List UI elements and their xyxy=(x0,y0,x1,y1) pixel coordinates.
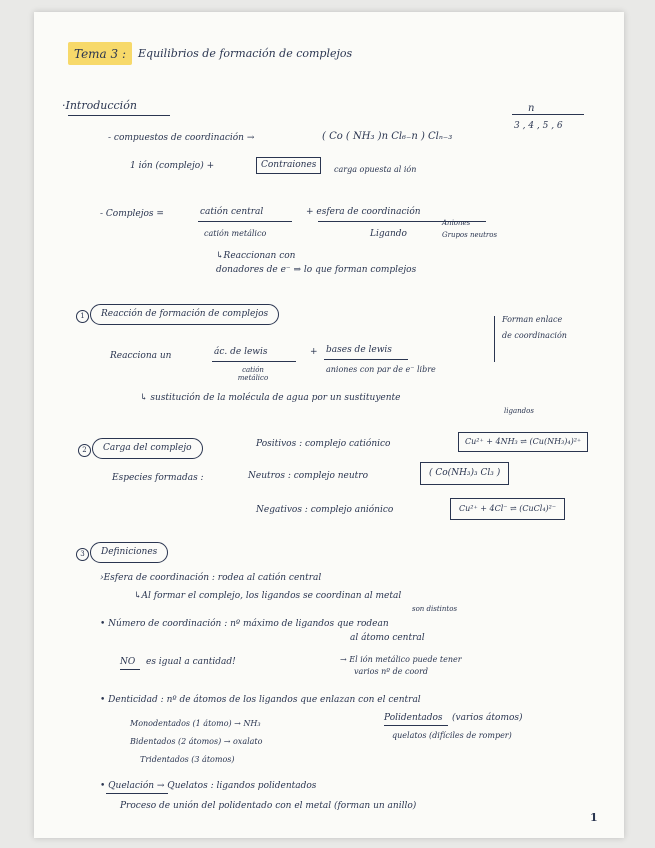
plus-sign: + xyxy=(310,347,318,357)
numero-coord: • Número de coordinación : nº máximo de ligandos que rodean xyxy=(100,619,389,629)
title-label: Tema 3 : xyxy=(74,47,127,61)
polidentados-rest: (varios átomos) xyxy=(452,713,523,723)
underline xyxy=(384,725,448,726)
al-formar: ↳Al formar el complejo, los ligandos se coordinan al metal xyxy=(134,591,402,601)
cation-central: catión central xyxy=(200,207,264,217)
neutros-formula: ( Co(NH₃)₃ Cl₃ ) xyxy=(420,462,509,485)
neutros: Neutros : complejo neutro xyxy=(248,471,368,481)
contraiones-box: Contraiones xyxy=(256,157,321,174)
title-highlight xyxy=(68,42,132,65)
ion-metalico-2: varios nº de coord xyxy=(354,667,429,676)
son-distintos: son distintos xyxy=(412,605,458,613)
denticidad: • Denticidad : nº de átomos de los ligandos que enlazan con el central xyxy=(100,695,421,705)
section3-heading: Definiciones xyxy=(90,542,168,563)
reacciona-label: Reacciona un xyxy=(110,351,172,361)
bases-lewis: bases de lewis xyxy=(326,345,392,355)
especies-label: Especies formadas : xyxy=(112,473,204,483)
forman-2: de coordinación xyxy=(502,331,567,340)
esfera-def: ›Esfera de coordinación : rodea al catión central xyxy=(100,573,322,583)
cation-metalico-note: catión metálico xyxy=(237,366,269,383)
ligando-aniones: Aniones xyxy=(442,219,471,227)
section2-heading: Carga del complejo xyxy=(92,438,203,459)
no-label: NO xyxy=(120,657,136,667)
underline xyxy=(212,361,296,362)
section1-heading: Reacción de formación de complejos xyxy=(90,304,279,325)
monodentados: Monodentados (1 átomo) → NH₃ xyxy=(130,719,261,728)
page-title: Equilibrios de formación de complejos xyxy=(138,47,353,60)
proceso: Proceso de unión del polidentado con el metal (forman un anillo) xyxy=(120,801,417,811)
complejos-label: - Complejos = xyxy=(100,209,164,219)
polidentados: Polidentados xyxy=(384,713,443,723)
carga-note: carga opuesta al ión xyxy=(334,165,417,174)
notebook-page xyxy=(34,12,624,838)
al-atomo: al átomo central xyxy=(350,633,425,643)
positivos: Positivos : complejo catiónico xyxy=(256,439,391,449)
bidentados: Bidentados (2 átomos) → oxalato xyxy=(130,737,263,746)
intro-heading: ·Introducción xyxy=(62,99,137,112)
n-label: n xyxy=(528,103,535,114)
positivos-formula: Cu²⁺ + 4NH₃ ⇌ (Cu(NH₃)₄)²⁺ xyxy=(458,432,588,452)
section-number: 1 xyxy=(76,310,89,323)
forman-1: Forman enlace xyxy=(502,315,563,324)
negativos-formula: Cu²⁺ + 4Cl⁻ ⇌ (CuCl₄)²⁻ xyxy=(450,498,565,520)
ligandos-note: ligandos xyxy=(504,407,534,415)
compuestos-label: - compuestos de coordinación → xyxy=(108,133,255,143)
ion-line: 1 ión (complejo) + xyxy=(130,161,215,171)
aniones-note: aniones con par de e⁻ libre xyxy=(326,365,436,374)
underline xyxy=(120,669,140,670)
section-number: 3 xyxy=(76,548,89,561)
esfera-coord: + esfera de coordinación xyxy=(306,207,421,217)
reaccionan-2: donadores de e⁻ ⇒ lo que forman complejos xyxy=(216,265,417,275)
no-igual: es igual a cantidad! xyxy=(146,657,236,667)
underline xyxy=(68,115,170,116)
cation-metalico: catión metálico xyxy=(204,229,267,238)
bracket-line xyxy=(512,114,584,115)
section-number: 2 xyxy=(78,444,91,457)
underline xyxy=(106,793,168,794)
quelatos: quelatos (difíciles de romper) xyxy=(392,731,512,740)
ligando-neutros: Grupos neutros xyxy=(442,231,498,239)
negativos: Negativos : complejo aniónico xyxy=(256,505,394,515)
page-number: 1 xyxy=(590,811,598,824)
ion-metalico-1: → El ión metálico puede tener xyxy=(340,655,462,664)
quelacion: • Quelación → Quelatos : ligandos polidentados xyxy=(100,781,317,791)
tridentados: Tridentados (3 átomos) xyxy=(140,755,235,764)
acido-lewis: ác. de lewis xyxy=(214,347,268,357)
underline xyxy=(198,221,292,222)
sustitucion: ↳ sustitución de la molécula de agua por un sustituyente xyxy=(140,393,401,403)
n-values: 3 , 4 , 5 , 6 xyxy=(514,121,563,131)
ligando: Ligando xyxy=(370,229,407,239)
reaccionan-1: ↳Reaccionan con xyxy=(216,251,296,261)
compuestos-formula: ( Co ( NH₃ )n Cl₆₋n ) Clₙ₋₃ xyxy=(322,131,453,142)
underline xyxy=(324,359,408,360)
brace xyxy=(494,316,495,362)
